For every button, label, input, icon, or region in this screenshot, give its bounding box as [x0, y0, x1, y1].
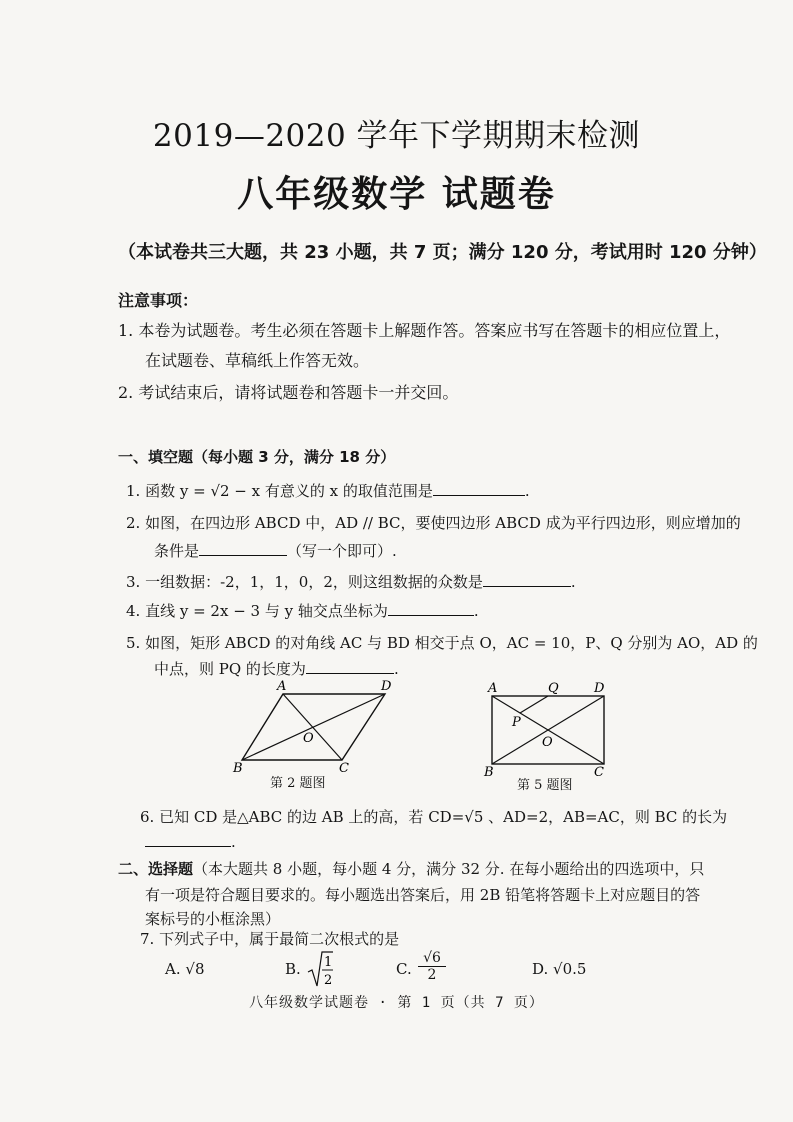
segment-pq [520, 696, 548, 713]
section-2-heading [118, 858, 704, 879]
option-d[interactable] [532, 960, 586, 978]
answer-blank-q1[interactable] [433, 481, 525, 496]
answer-blank-q3[interactable] [483, 572, 571, 587]
label-c: C [339, 761, 349, 776]
label-q: Q [548, 681, 559, 696]
label-b: B [233, 761, 243, 776]
question-5-line-1: 5. 如图，矩形 ABCD 的对角线 AC 与 BD 相交于点 O，AC = 10，P、Q 分别为 AO，AD 的 [126, 634, 758, 652]
section-2-detail-1: （本大题共 8 小题，每小题 4 分，满分 32 分. 在每小题给出的四选项中，只 [193, 860, 705, 878]
question-1-math: y = √2 − x [179, 482, 261, 500]
label-d: D [594, 681, 605, 696]
option-c-numerator: √6 [423, 950, 441, 966]
question-3-text: 3. 一组数据：-2，1，1，0，2，则这组数据的众数是 [126, 573, 483, 591]
figure-q2 [225, 676, 395, 776]
option-d-letter: D. [532, 960, 549, 978]
section-1-heading: 一、填空题（每小题 3 分，满分 18 分） [118, 448, 396, 466]
label-p: P [512, 715, 521, 730]
option-a[interactable] [165, 960, 205, 978]
option-b-denominator: 2 [324, 973, 333, 988]
question-2-post: （写一个即可）. [287, 542, 397, 560]
question-1-pre: 1. 函数 [126, 482, 180, 500]
section-2-detail-2: 有一项是符合题目要求的。每小题选出答案后，用 2B 铅笔将答题卡上对应题目的答 [145, 886, 701, 904]
section-2-title: 二、选择题 [118, 860, 194, 878]
answer-blank-q4[interactable] [388, 601, 474, 616]
label-b: B [484, 765, 494, 780]
note-item-1-line-1: 1. 本卷为试题卷。考生必须在答题卡上解题作答。答案应书写在答题卡的相应位置上， [118, 321, 731, 340]
option-b-numerator: 1 [324, 955, 333, 970]
option-a-letter: A. [165, 960, 181, 978]
exam-title-year: 2019—2020 学年下学期期末检测 [152, 118, 641, 154]
question-7: 7. 下列式子中，属于最简二次根式的是 [140, 930, 400, 948]
option-d-expr: √0.5 [553, 960, 587, 978]
figure-q5-caption: 第 5 题图 [517, 778, 573, 793]
page-footer: 八年级数学试题卷 · 第 1 页（共 7 页） [249, 995, 544, 1011]
question-6-line-2: . [145, 832, 236, 851]
question-4: 4. 直线 y = 2x − 3 与 y 轴交点坐标为 . [126, 602, 479, 620]
option-b-letter: B. [285, 960, 301, 978]
label-o: O [542, 735, 553, 750]
question-6-line-1: 6. 已知 CD 是△ABC 的边 AB 上的高，若 CD=√5 、AD=2，AB=AC，则 BC 的长为 [140, 808, 728, 826]
question-5-text: 中点，则 PQ 的长度为 [154, 660, 306, 678]
notes-heading: 注意事项： [118, 291, 199, 310]
question-5-line-2: 中点，则 PQ 的长度为 . [154, 660, 399, 678]
label-c: C [594, 765, 604, 780]
note-item-2: 2. 考试结束后，请将试题卷和答题卡一并交回。 [118, 383, 459, 402]
question-2-line-1: 2. 如图，在四边形 ABCD 中，AD // BC，要使四边形 ABCD 成为平行四边形，则应增加的 [126, 514, 741, 532]
answer-blank-q6[interactable] [145, 832, 231, 847]
question-3: 3. 一组数据：-2，1，1，0，2，则这组数据的众数是 . [126, 573, 576, 591]
section-2-detail-3: 案标号的小框涂黑） [145, 910, 281, 928]
label-o: O [303, 731, 314, 746]
option-a-expr: √8 [185, 960, 205, 978]
question-1-post: 有意义的 x 的取值范围是 [260, 482, 433, 500]
option-b-radical [307, 950, 333, 990]
label-a: A [488, 681, 498, 696]
exam-subtitle: （本试卷共三大题，共 23 小题，共 7 页；满分 120 分，考试用时 120 分钟） [118, 242, 767, 263]
label-a: A [277, 679, 287, 694]
question-2-line-2 [154, 540, 397, 561]
figure-q2-caption: 第 2 题图 [270, 776, 326, 791]
exam-title-subject: 八年级数学 试题卷 [237, 173, 556, 215]
note-item-1-line-2: 在试题卷、草稿纸上作答无效。 [145, 351, 370, 370]
answer-blank-q5[interactable] [306, 659, 394, 674]
question-2-pre: 条件是 [154, 542, 200, 560]
option-c-denominator: 2 [418, 966, 446, 983]
label-d: D [381, 679, 392, 694]
figure-q5 [482, 676, 622, 786]
question-1: 1. 函数 y = √2 − x 有意义的 x 的取值范围是 . [126, 482, 530, 500]
answer-blank-q2[interactable] [199, 541, 287, 556]
option-c-letter: C. [396, 960, 412, 978]
question-4-text: 4. 直线 y = 2x − 3 与 y 轴交点坐标为 [126, 602, 388, 620]
